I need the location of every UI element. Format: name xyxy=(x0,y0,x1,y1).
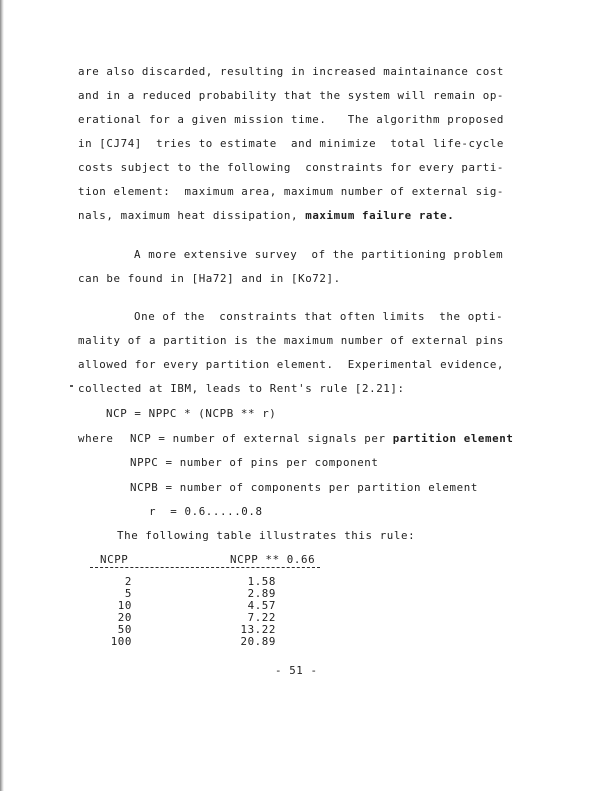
paragraph-1-line-3: erational for a given mission time. The algorithm proposed xyxy=(78,113,505,126)
definition-nppc: NPPC = number of pins per component xyxy=(130,456,379,469)
table-cell: 1.58 xyxy=(247,575,276,588)
paragraph-1-line-1: are also discarded, resulting in increased maintainance cost xyxy=(78,65,505,78)
table-cell: 5 xyxy=(124,587,132,600)
paragraph-2-line-1: A more extensive survey of the partitioning problem xyxy=(134,248,504,261)
definition-ncp-text: NCP = number of external signals per xyxy=(130,432,393,445)
definition-ncp-bold: partition element xyxy=(392,432,514,445)
table-header-ncpp-power: NCPP ** 0.66 xyxy=(230,553,316,566)
table-cell: 10 xyxy=(117,599,132,612)
paragraph-1-line-6: tion element: maximum area, maximum number of external sig- xyxy=(78,185,505,198)
table-cell: 50 xyxy=(117,623,132,636)
paragraph-3-line-3: allowed for every partition element. Experimental evidence, xyxy=(78,358,505,371)
table-cell: 100 xyxy=(110,635,132,648)
table-header-rule xyxy=(90,567,320,568)
paragraph-1-line-7 xyxy=(78,209,454,222)
paragraph-1-line-2: and in a reduced probability that the system will remain op- xyxy=(78,89,505,102)
definition-r: r = 0.6.....0.8 xyxy=(149,505,263,518)
paragraph-1-line-4: in [CJ74] tries to estimate and minimize total life-cycle xyxy=(78,137,505,150)
table-cell: 20 xyxy=(117,611,132,624)
table-cell: 2.89 xyxy=(247,587,276,600)
paragraph-3-line-2: mality of a partition is the maximum number of external pins xyxy=(78,334,505,347)
table-intro: The following table illustrates this rule: xyxy=(117,529,416,542)
table-cell: 4.57 xyxy=(247,599,276,612)
paragraph-1-line-5: costs subject to the following constraints for every parti- xyxy=(78,161,505,174)
table-header-ncpp: NCPP xyxy=(100,553,129,566)
paragraph-3-line-4: collected at IBM, leads to Rent's rule [2.21]: xyxy=(78,382,405,395)
definition-ncp xyxy=(130,432,513,445)
rents-rule-formula: NCP = NPPC * (NCPB ** r) xyxy=(106,407,277,420)
definition-ncpb: NCPB = number of components per partition element xyxy=(130,481,478,494)
paragraph-3-line-1: One of the constraints that often limits the opti- xyxy=(134,310,504,323)
paragraph-1-line-7-bold: maximum failure rate. xyxy=(305,209,455,222)
scan-edge-shadow xyxy=(0,0,4,791)
table-cell: 13.22 xyxy=(240,623,276,636)
table-cell: 2 xyxy=(124,575,132,588)
paragraph-1-line-7-text: nals, maximum heat dissipation, xyxy=(78,209,306,222)
definition-where-label: where xyxy=(78,432,114,445)
page-number: - 51 - xyxy=(275,664,318,677)
scan-speck xyxy=(70,385,73,387)
table-cell: 7.22 xyxy=(247,611,276,624)
table-cell: 20.89 xyxy=(240,635,276,648)
paragraph-2-line-2: can be found in [Ha72] and in [Ko72]. xyxy=(78,272,341,285)
